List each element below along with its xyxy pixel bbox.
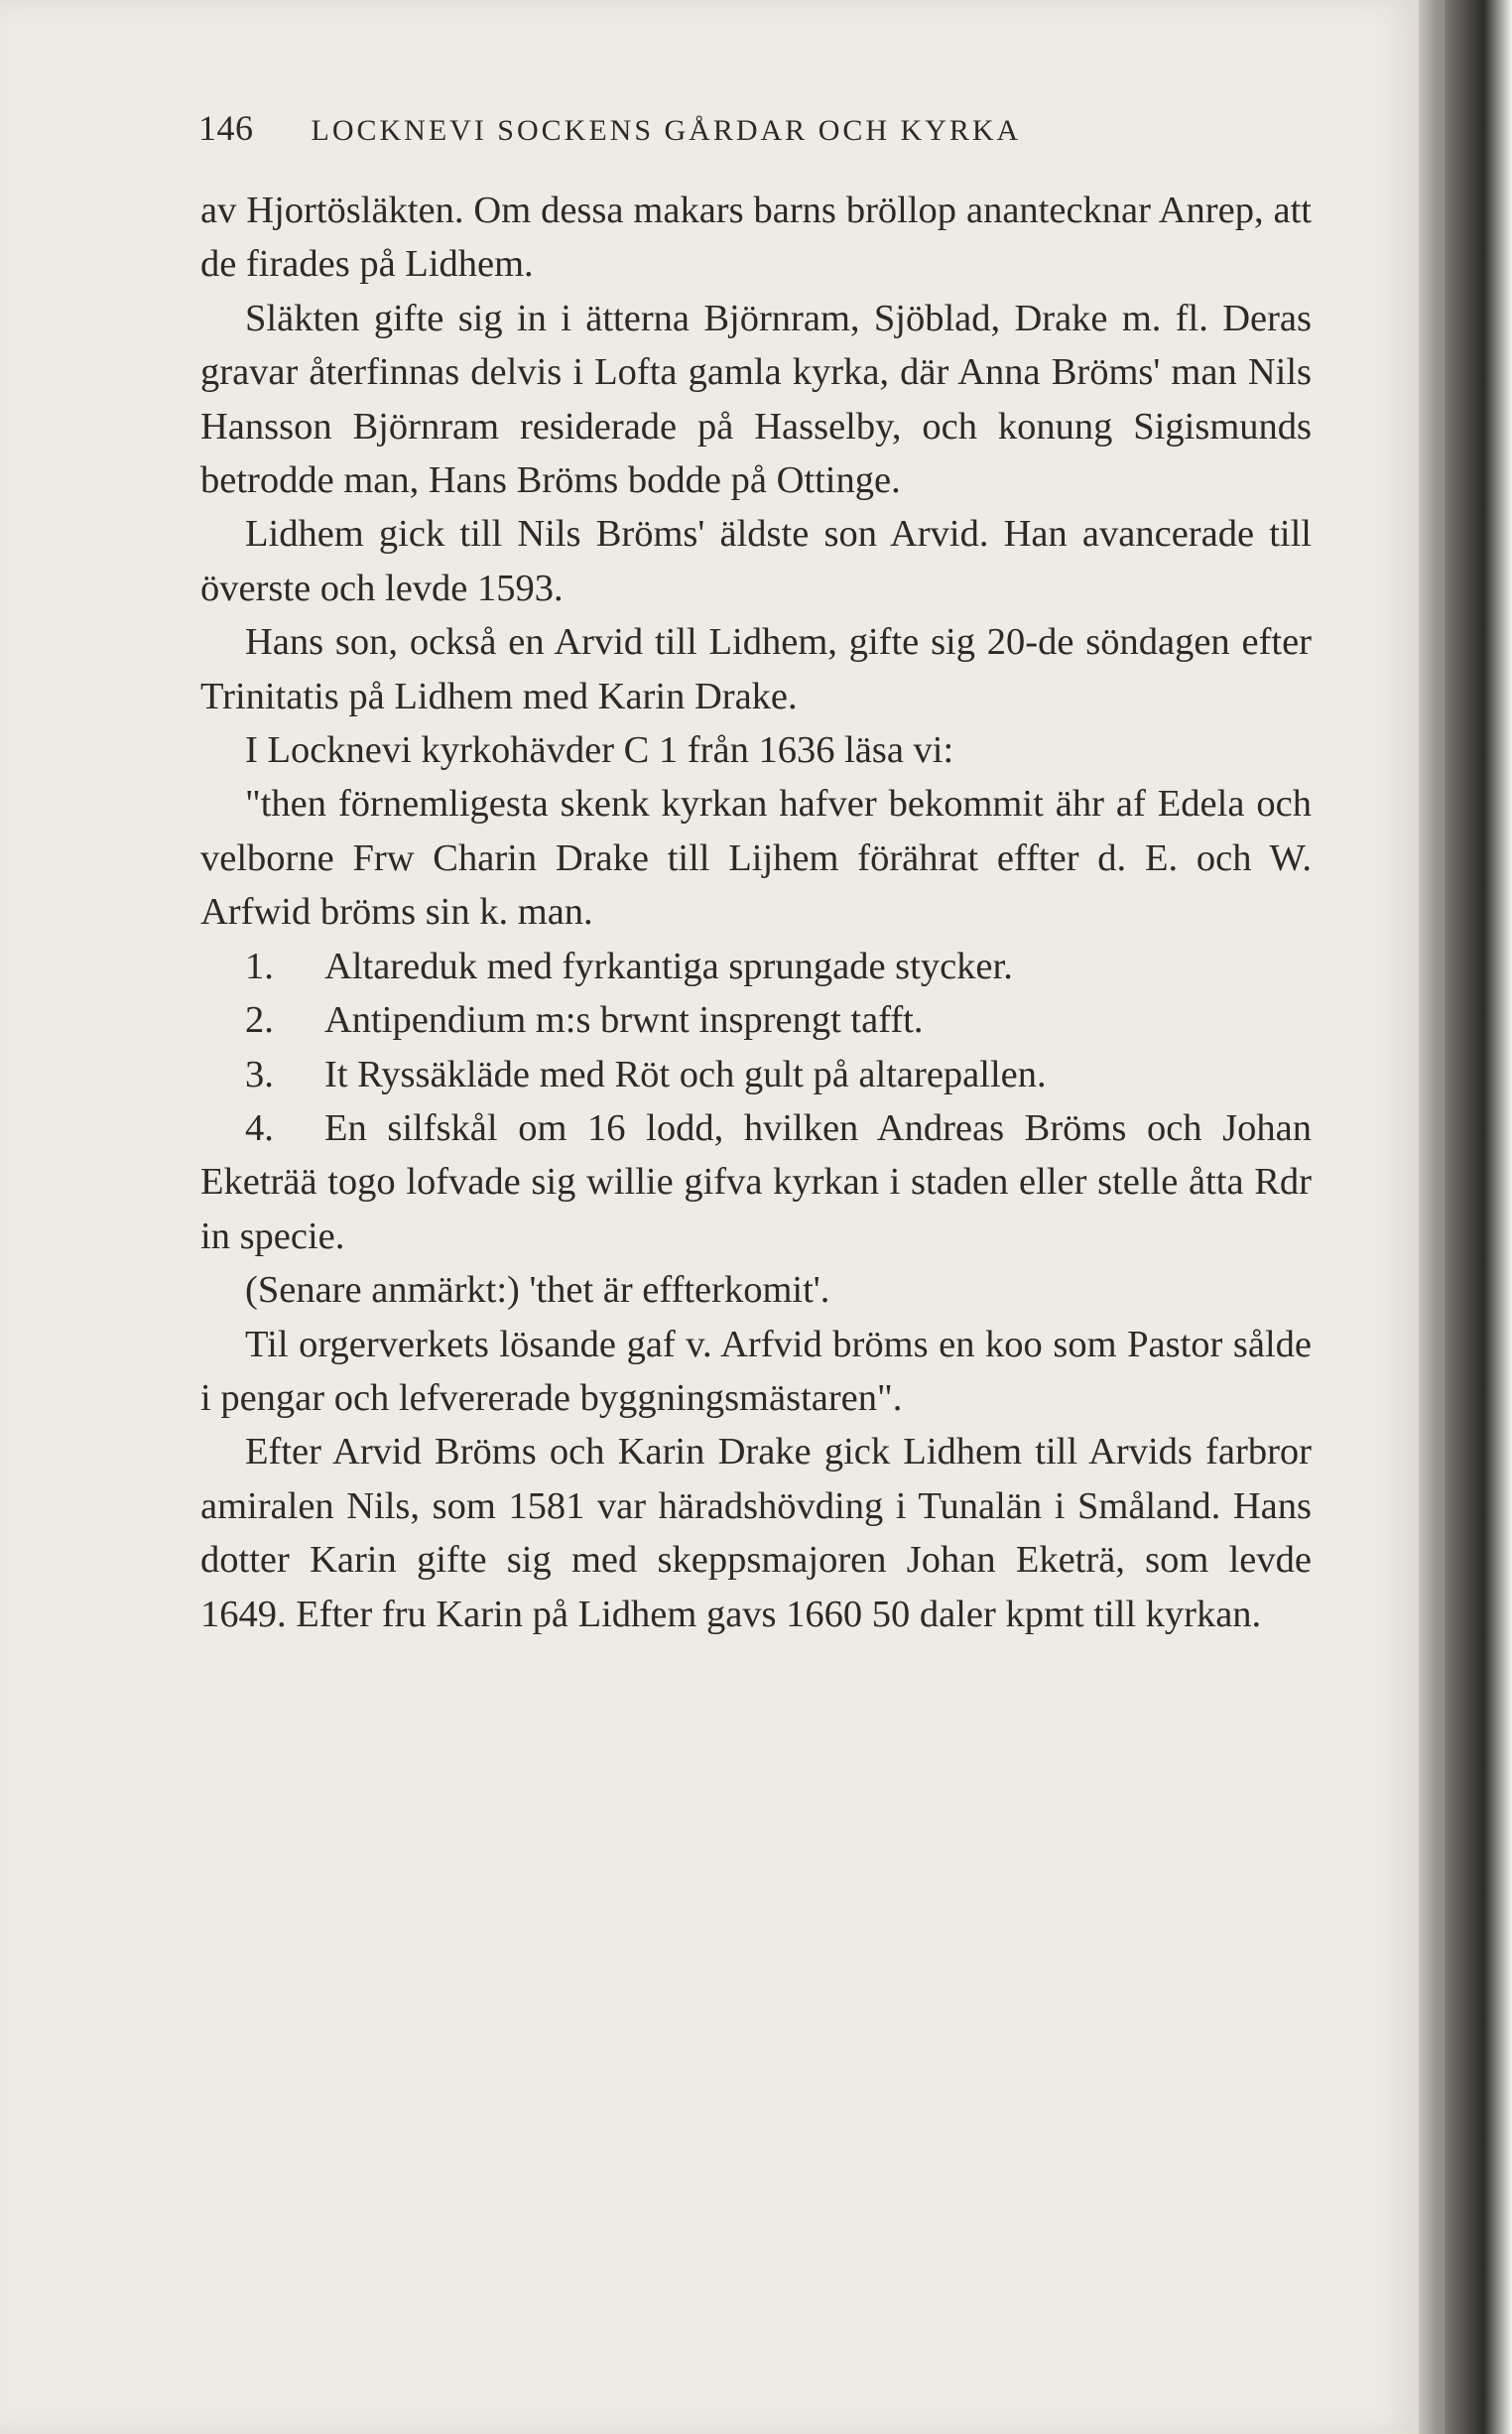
running-head: LOCKNEVI SOCKENS GÅRDAR OCH KYRKA bbox=[311, 114, 1022, 147]
paragraph-7: (Senare anmärkt:) 'thet är effterkomit'. bbox=[245, 1269, 830, 1312]
list-text: Altareduk med fyrkantiga sprungade stycker. bbox=[324, 945, 1013, 987]
list-item bbox=[200, 1048, 1312, 1101]
spine-highlight bbox=[1437, 0, 1445, 2434]
paragraph-8: Til orgerverkets lösande gaf v. Arfvid bröms en koo som Pastor sålde i pengar och lefvererade byggningsmästaren". bbox=[200, 1323, 1312, 1419]
list-text: En silfskål om 16 lodd, hvilken Andreas Bröms och Johan Eketrää togo lofvade sig willie gifva kyrkan i staden eller stelle åtta Rdr in specie. bbox=[200, 1106, 1312, 1257]
paragraph-1: av Hjortösläkten. Om dessa makars barns bröllop anantecknar Anrep, att de firades på Lidhem. bbox=[200, 190, 1312, 286]
book-spine-shadow bbox=[1419, 0, 1512, 2434]
page-number: 146 bbox=[198, 108, 254, 148]
list-text: Antipendium m:s brwnt insprengt tafft. bbox=[324, 999, 924, 1042]
inventory-list bbox=[200, 940, 1312, 1263]
paragraph-3: Lidhem gick till Nils Bröms' äldste son Arvid. Han avancerade till överste och levde 1593. bbox=[200, 513, 1312, 609]
list-text: It Ryssäkläde med Röt och gult på altarepallen. bbox=[324, 1053, 1047, 1095]
list-number: 1. bbox=[245, 945, 274, 987]
list-item bbox=[200, 1101, 1312, 1263]
list-number: 2. bbox=[245, 999, 274, 1042]
list-number: 3. bbox=[245, 1053, 274, 1095]
list-item bbox=[200, 940, 1312, 993]
list-number: 4. bbox=[245, 1106, 274, 1149]
body-text bbox=[200, 184, 1312, 1641]
paragraph-2: Släkten gifte sig in i ätterna Björnram, Sjöblad, Drake m. fl. Deras gravar återfinnas delvis i Lofta gamla kyrka, där Anna Bröms' man Nils Hansson Björnram residerade på Hasselby, och konung Sigismunds betrodde man, Hans Bröms bodde på Ottinge. bbox=[200, 297, 1312, 502]
paragraph-4: Hans son, också en Arvid till Lidhem, gifte sig 20-de söndagen efter Trinitatis på Lidhem med Karin Drake. bbox=[200, 621, 1312, 717]
paragraph-9: Efter Arvid Bröms och Karin Drake gick Lidhem till Arvids farbror amiralen Nils, som 1581 var häradshövding i Tunalän i Småland. Hans dotter Karin gifte sig med skeppsmajoren Johan Eketrä, som levde 1649. Efter fru Karin på Lidhem gavs 1660 50 daler kpmt till kyrkan. bbox=[200, 1431, 1312, 1635]
page-header bbox=[198, 107, 1310, 163]
paragraph-5: I Locknevi kyrkohävder C 1 från 1636 läsa vi: bbox=[245, 729, 954, 772]
quotation-paragraph: "then förnemligesta skenk kyrkan hafver bekommit ähr af Edela och velborne Frw Charin Drake till Lijhem förährat effter d. E. och W. Arfwid bröms sin k. man. bbox=[200, 783, 1312, 934]
list-item bbox=[200, 993, 1312, 1047]
